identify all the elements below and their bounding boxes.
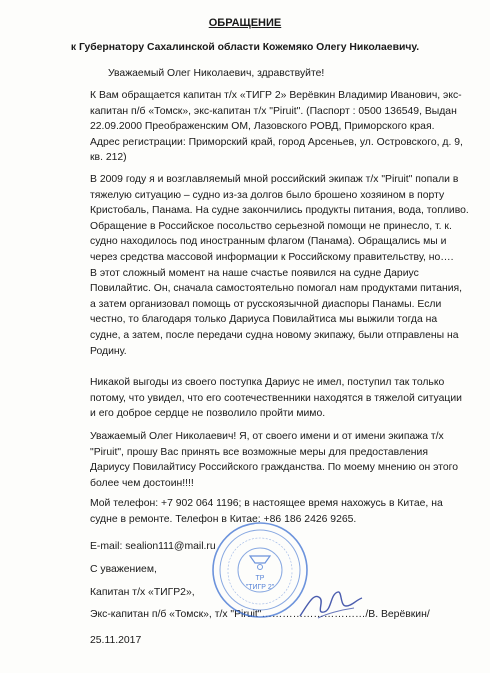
- stamp-text-ship: "ТИГР 2": [245, 584, 275, 591]
- date-line: 25.11.2017: [90, 635, 142, 646]
- text-line: и его доброе сердце не позволило пройти мимо.: [90, 408, 326, 420]
- text-line: Никакой выгоды из своего поступка Дариус не имел, поступил так только: [90, 377, 445, 388]
- text-line: а затем организовал помощь от русскоязычной диаспоры Панамы. Если: [90, 298, 442, 310]
- text-line: капитан п/б «Томск», экс-капитан т/х "Piruit". (Паспорт : 0500 136549, Выдан: [90, 105, 457, 117]
- text-line: Родину.: [90, 345, 127, 357]
- ship-stamp: [210, 520, 310, 620]
- text-line: Кристобаль, Панама. На судне закончились продукты питания, вода, топливо.: [90, 205, 469, 217]
- signature-line-captain: Капитан т/х «ТИГР2»,: [90, 587, 195, 598]
- paragraph-request: [90, 429, 470, 491]
- text-line: судне в ремонте. Телефон в Китае: +86 186 2426 9265.: [90, 513, 357, 525]
- text-line: Уважаемый Олег Николаевич! Я, от своего имени и от имени экипажа т/х: [90, 431, 444, 442]
- text-line: потому, что увидел, что его соотечественники находятся в тяжелой ситуации: [90, 392, 462, 404]
- text-line: судне, а затем, после передачи судна новому экипажу, были отправлены на: [90, 329, 459, 341]
- document-title: ОБРАЩЕНИЕ: [208, 17, 282, 29]
- text-line: В 2009 году я и возглавляемый мной российский экипаж т/х "Piruit" попали в: [90, 174, 459, 185]
- paragraph-story: [90, 172, 470, 359]
- signature-line-ex-captain: Экс-капитан п/б «Томск», т/х "Piruit"…………………………/В. Верёвкин/: [90, 609, 430, 620]
- handwritten-signature: [296, 584, 366, 624]
- text-line: Повилайтис. Он, сначала самостоятельно помогал нам продуктами питания,: [90, 283, 463, 295]
- text-line: "Piruit", прошу Вас принять все возможные меры для предоставления: [90, 446, 428, 458]
- text-line: Дариусу Повилайтису Российского гражданства. По моему мнению он этого: [90, 462, 459, 474]
- text-line: 22.09.2000 Преображенским ОМ, Лазовского РОВД, Приморского края.: [90, 121, 435, 133]
- paragraph-intro: [90, 88, 470, 166]
- text-line: тяжелую ситуацию – судно из-за долгов было брошено хозяином в порту: [90, 189, 445, 201]
- paragraph-no-benefit: [90, 375, 470, 422]
- regards-line: С уважением,: [90, 564, 157, 575]
- text-line: более чем достоин!!!!: [90, 477, 194, 489]
- text-line: судно находилось под иностранным флагом (Панама). Обращались мы и: [90, 236, 447, 248]
- stamp-text-tr: ТР: [255, 575, 265, 582]
- text-line: Адрес регистрации: Приморский край, город Арсеньев, ул. Островского, д. 9,: [90, 136, 463, 148]
- text-line: честно, то благодаря только Дариуса Повилайтиса мы выжили тогда на: [90, 314, 438, 326]
- email-line: E-mail: sealion111@mail.ru: [90, 541, 216, 552]
- document-subtitle: к Губернатору Сахалинской области Кожемяко Олегу Николаевичу.: [70, 42, 420, 53]
- text-line: Обращение в Российское посольство серьезной помощи не принесло, т. к.: [90, 220, 452, 232]
- text-line: Мой телефон: +7 902 064 1196; в настоящее время нахожусь в Китае, на: [90, 498, 443, 509]
- text-line: через средства массовой информации к Российскому правительству, но….: [90, 251, 454, 263]
- greeting: Уважаемый Олег Николаевич, здравствуйте!: [108, 68, 325, 79]
- text-line: кв. 212): [90, 152, 127, 164]
- text-line: В этот сложный момент на наше счастье появился на судне Дариус: [90, 267, 419, 279]
- text-line: К Вам обращается капитан т/х «ТИГР 2» Верёвкин Владимир Иванович, экс-: [90, 90, 462, 101]
